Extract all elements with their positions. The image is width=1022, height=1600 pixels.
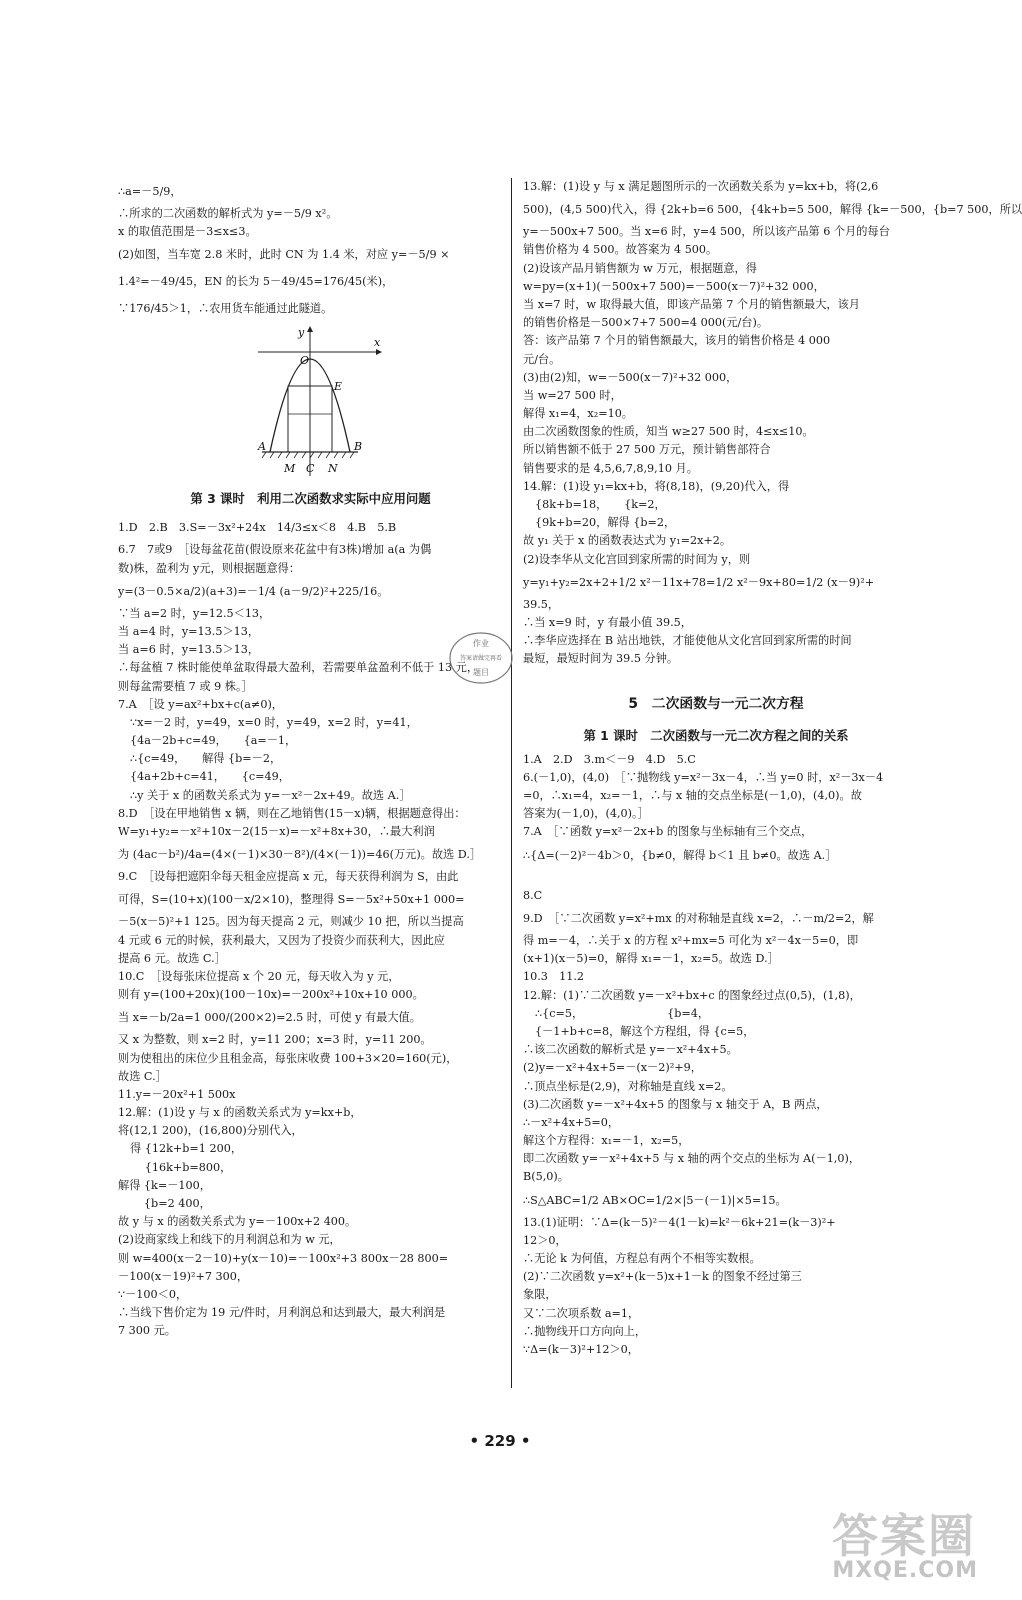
- text-line: (2)y=－x²+4x+5=－(x－2)²+9，: [523, 1061, 702, 1075]
- text-line: －5(x－5)²+1 125。因为每天提高 2 元，则减少 10 把，所以当提高: [118, 915, 464, 929]
- text-line: ∴该二次函数的解析式是 y=－x²+4x+5。: [523, 1043, 738, 1057]
- left-column: [118, 178, 503, 1341]
- text-line: 可得，S=(10+x)(100－x/2×10)，整理得 S=－5x²+50x+1 000=: [118, 893, 465, 907]
- text-line: 8.D ［设在甲地销售 x 辆，则在乙地销售(15－x)辆，根据题意得出：: [118, 806, 466, 820]
- text-line: ∵Δ=(k－3)²+12＞0，: [523, 1342, 639, 1356]
- watermark-logo-text: 答案圈: [832, 1509, 976, 1563]
- text-line: 1.4²=－49/45，EN 的长为 5－49/45=176/45(米)，: [118, 275, 394, 289]
- text-line: ∵x=－2 时，y=49，x=0 时，y=49，x=2 时，y=41，: [130, 715, 418, 729]
- section-heading: 第 3 课时 利用二次函数求实际中应用问题: [190, 491, 431, 507]
- text-line: 故 y₁ 关于 x 的函数表达式为 y₁=2x+2。: [523, 534, 732, 548]
- text-line: ∴a=－5/9，: [118, 185, 182, 198]
- text-line: B(5,0)。: [523, 1170, 569, 1184]
- text-line: 14.解：(1)设 y₁=kx+b，将(8,18)，(9,20)代入，得: [523, 479, 790, 493]
- text-line: 1.D 2.B 3.S=－3x²+24x 14/3≤x＜8 4.B 5.B: [118, 521, 397, 535]
- text-line: ∴当 x=9 时，y 有最小值 39.5，: [523, 615, 692, 629]
- text-line: 7.A ［设 y=ax²+bx+c(a≠0)，: [118, 697, 283, 711]
- text-line: ∵176/45＞1，∴农用货车能通过此隧道。: [118, 302, 333, 316]
- text-line: 提高 6 元。故选 C.］: [118, 951, 226, 965]
- text-line: (x+1)(x－5)=0，解得 x₁=－1，x₂=5。故选 D.］: [523, 952, 779, 966]
- right-column: [523, 178, 1022, 1359]
- point-b-label: B: [354, 440, 363, 454]
- text-line: 当 w=27 500 时，: [523, 388, 622, 402]
- stamp-bottom-text: 题目: [473, 668, 489, 677]
- text-line: 500)，(4,5 500)代入，得 {2k+b=6 500，{4k+b=5 500，解得 {k=－500，{b=7 500，所以: [523, 203, 1022, 217]
- text-line: 象限，: [523, 1288, 557, 1302]
- text-line: W=y₁+y₂=－x²+10x－2(15－x)=－x²+8x+30，∴最大利润: [118, 825, 435, 838]
- text-line: 则有 y=(100+20x)(100－10x)=－200x²+10x+10 000。: [118, 988, 424, 1002]
- text-line: －100(x－19)²+7 300，: [118, 1269, 249, 1283]
- text-line: x 的取值范围是－3≤x≤3。: [118, 225, 257, 239]
- text-line: 最短，最短时间为 39.5 分钟。: [523, 652, 679, 666]
- text-line: (2)∵二次函数 y=x²+(k－5)x+1－k 的图象不经过第三: [523, 1270, 802, 1284]
- text-line: 13.解：(1)设 y 与 x 满足题图所示的一次函数关系为 y=kx+b，将(2,6: [523, 180, 879, 193]
- text-line: 的销售价格是－500×7+7 500=4 000(元/台)。: [523, 316, 769, 330]
- text-line: 答：该产品第 7 个月的销售额最大，该月的销售价格是 4 000: [523, 334, 831, 348]
- text-line: ∴S△ABC=1/2 AB×OC=1/2×|5－(－1)|×5=15。: [523, 1193, 787, 1207]
- text-line: ∴抛物线开口方向向上，: [523, 1324, 647, 1338]
- text-line: 9.C ［设每把遮阳伞每天租金应提高 x 元，每天获得利润为 S，由此: [118, 870, 459, 884]
- text-line: =0，∴x₁=4，x₂=－1，∴与 x 轴的交点坐标是(－1,0)，(4,0)。故: [523, 789, 862, 803]
- text-line: 6.7 7或9 ［设每盆花苗(假设原来花盆中有3株)增加 a(a 为偶: [118, 543, 432, 557]
- y-axis-label: y: [298, 326, 305, 340]
- chapter-heading: 5 二次函数与一元二次方程: [628, 695, 804, 712]
- x-axis-label: x: [374, 336, 381, 350]
- point-a-label: A: [258, 440, 266, 454]
- text-line: ∴－x²+4x+5=0，: [523, 1115, 620, 1129]
- text-line: 为 (4ac－b²)/4a=(4×(－1)×30－8²)/(4×(－1))=46(万元)。故选 D.］: [118, 848, 482, 862]
- text-line: 数)株，盈利为 y元，则根据题意得：: [118, 561, 301, 575]
- text-line: (2)如图，当车宽 2.8 米时，此时 CN 为 1.4 米，对应 y=－5/9 ×: [118, 248, 450, 262]
- text-line: 销售价格为 4 500。故答案为 4 500。: [523, 243, 718, 257]
- text-line: y=(3－0.5×a/2)(a+3)=－1/4 (a－9/2)²+225/16。: [118, 584, 389, 598]
- text-line: (2)设商家线上和线下的月利润总和为 w 元，: [118, 1233, 341, 1247]
- text-line: ∵当 a=2 时，y=12.5＜13，: [118, 606, 271, 620]
- text-line: 得 {12k+b=1 200，: [130, 1142, 243, 1156]
- text-line: {16k+b=800，: [130, 1160, 232, 1174]
- text-line: ∴{c=5， {b=4，: [535, 1006, 710, 1020]
- parabola-diagram: [248, 324, 388, 482]
- text-line: 则每盆需要植 7 或 9 株。］: [118, 679, 253, 693]
- text-line: ∴顶点坐标是(2,9)，对称轴是直线 x=2。: [523, 1079, 733, 1093]
- spacer: [523, 869, 909, 887]
- stamp-mid-text: 答案请做完再看: [459, 655, 503, 662]
- parabola-tunnel-figure: [118, 322, 503, 484]
- text-line: 当 a=6 时，y=13.5＞13，: [118, 643, 260, 657]
- text-line: ∵－100＜0，: [118, 1287, 188, 1301]
- homework-stamp: [448, 630, 514, 686]
- text-line: (2)设李华从文化宫回到家所需的时间为 y，则: [523, 552, 751, 566]
- text-line: 又 x 为整数，则 x=2 时，y=11 200；x=3 时，y=11 200。: [118, 1033, 432, 1047]
- text-line: (3)由(2)知，w=－500(x－7)²+32 000，: [523, 370, 738, 384]
- text-line: 当 a=4 时，y=13.5＞13，: [118, 624, 260, 638]
- text-line: 8.C: [523, 888, 543, 902]
- section-heading: 第 1 课时 二次函数与一元二次方程之间的关系: [583, 727, 849, 743]
- text-line: 12.解：(1)设 y 与 x 的函数关系式为 y=kx+b，: [118, 1106, 362, 1120]
- text-line: {4a－2b+c=49， {a=－1，: [130, 734, 297, 748]
- column-divider: [511, 178, 512, 1388]
- text-line: y=y₁+y₂=2x+2+1/2 x²－11x+78=1/2 x²－9x+80=1/2 (x－9)²+: [523, 575, 875, 589]
- text-line: 得 m=－4，∴关于 x 的方程 x²+mx=5 可化为 x²－4x－5=0，即: [523, 934, 859, 947]
- text-line: ∴所求的二次函数的解析式为 y=－5/9 x²。: [118, 207, 338, 220]
- text-line: 则 w=400(x－2－10)+y(x－10)=－100x²+3 800x－28 800=: [118, 1251, 449, 1265]
- text-line: 12＞0，: [523, 1233, 567, 1247]
- text-line: 当 x=－b/2a=1 000/(200×2)=2.5 时，可使 y 有最大值。: [118, 1011, 421, 1025]
- spacer: [523, 669, 909, 687]
- text-line: ∴y 关于 x 的函数关系式为 y=－x²－2x+49。故选 A.］: [130, 788, 411, 802]
- text-line: {－1+b+c=8，解这个方程组，得 {c=5，: [535, 1024, 755, 1038]
- text-line: ∴无论 k 为何值，方程总有两个不相等实数根。: [523, 1252, 761, 1265]
- point-n-label: N: [328, 462, 338, 476]
- text-line: 4 元或 6 元的时候，获利最大，又因为了投资少而获利大，因此应: [118, 933, 445, 947]
- text-line: 又∵二次项系数 a=1，: [523, 1306, 640, 1320]
- point-m-label: M: [284, 462, 296, 476]
- text-line: ∴李华应选择在 B 站出地铁，才能使他从文化宫回到家所需的时间: [523, 634, 852, 648]
- text-line: 即二次函数 y=－x²+4x+5 与 x 轴的两个交点的坐标为 A(－1,0)，: [523, 1152, 861, 1166]
- text-line: 解这个方程得：x₁=－1，x₂=5，: [523, 1134, 690, 1148]
- stamp-top-text: 作业: [473, 639, 489, 648]
- text-line: 由二次函数图象的性质，知当 w≥27 500 时，4≤x≤10。: [523, 425, 814, 439]
- text-line: 元/台。: [523, 352, 561, 366]
- text-line: w=py=(x+1)(－500x+7 500)=－500(x－7)²+32 000，: [523, 279, 825, 293]
- text-line: ∴每盆植 7 株时能使单盆取得最大盈利，若需要单盆盈利不低于 13 元，: [118, 661, 479, 675]
- text-line: ∴{c=49， 解得 {b=－2，: [130, 752, 282, 766]
- text-line: 将(12,1 200)，(16,800)分别代入，: [118, 1124, 303, 1138]
- text-line: (2)设该产品月销售额为 w 万元，根据题意，得: [523, 261, 757, 275]
- text-line: 39.5，: [523, 597, 560, 611]
- text-line: {b=2 400，: [118, 1197, 211, 1210]
- watermark-url: MXQE.COM: [832, 1558, 978, 1583]
- text-line: 10.3 11.2: [523, 970, 585, 984]
- text-line: 解得 x₁=4，x₂=10。: [523, 407, 633, 421]
- point-e-label: E: [334, 380, 343, 394]
- text-line: 6.(－1,0)，(4,0) ［∵抛物线 y=x²－3x－4，∴当 y=0 时，x²－3x－4: [523, 770, 884, 784]
- text-line: 13.(1)证明：∵Δ=(k－5)²－4(1－k)=k²－6k+21=(k－3)²+: [523, 1215, 836, 1229]
- text-line: ∴{Δ=(－2)²－4b＞0，{b≠0，解得 b＜1 且 b≠0。故选 A.］: [523, 848, 837, 862]
- text-line: {4a+2b+c=41， {c=49，: [130, 770, 290, 784]
- text-line: ∴当线下售价定为 19 元/件时，月利润总和达到最大，最大利润是: [118, 1306, 446, 1320]
- point-c-label: C: [306, 462, 315, 476]
- text-line: 答案为(－1,0)，(4,0)。］: [523, 807, 649, 821]
- text-line: 销售要求的是 4,5,6,7,8,9,10 月。: [523, 461, 698, 475]
- text-line: 解得 {k=－100，: [118, 1178, 211, 1192]
- text-line: 11.y=－20x²+1 500x: [118, 1087, 236, 1101]
- text-line: (3)二次函数 y=－x²+4x+5 的图象与 x 轴交于 A，B 两点，: [523, 1097, 828, 1111]
- page-number: • 229 •: [469, 1432, 531, 1450]
- point-o-label: O: [300, 354, 310, 368]
- text-line: 故选 C.］: [118, 1069, 167, 1083]
- text-line: 所以销售额不低于 27 500 万元，预计销售部符合: [523, 443, 771, 457]
- text-line: 9.D ［∵二次函数 y=x²+mx 的对称轴是直线 x=2，∴－m/2=2，解: [523, 912, 874, 925]
- text-line: 当 x=7 时，w 取得最大值，即该产品第 7 个月的销售额最大，该月: [523, 297, 860, 311]
- text-line: 则为使租出的床位少且租金高，每张床收费 100+3×20=160(元)，: [118, 1051, 458, 1065]
- text-line: {8k+b=18， {k=2，: [535, 498, 666, 511]
- text-line: 1.A 2.D 3.m＜－9 4.D 5.C: [523, 752, 696, 766]
- text-line: 故 y 与 x 的函数关系式为 y=－100x+2 400。: [118, 1215, 357, 1229]
- text-line: 10.C ［设每张床位提高 x 个 20 元，每天收入为 y 元，: [118, 969, 400, 983]
- text-line: y=－500x+7 500。当 x=6 时，y=4 500，所以该产品第 6 个月的每台: [523, 225, 890, 239]
- text-line: 7.A ［∵函数 y=x²－2x+b 的图象与坐标轴有三个交点，: [523, 825, 813, 839]
- text-line: 12.解：(1)∵二次函数 y=－x²+bx+c 的图象经过点(0,5)，(1,8)，: [523, 988, 861, 1002]
- text-line: 7 300 元。: [118, 1324, 176, 1338]
- text-line: {9k+b=20，解得 {b=2，: [535, 516, 676, 530]
- watermark-logo: [770, 1500, 990, 1590]
